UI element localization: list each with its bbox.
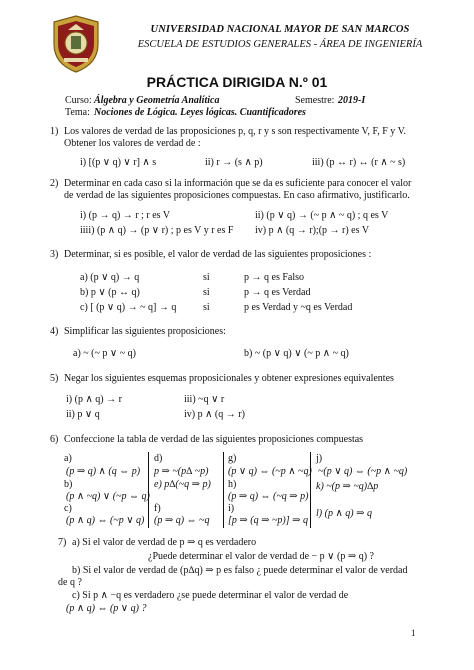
q2-item-iv: iv) p ∧ (q → r);(p → r) es V <box>255 225 370 236</box>
q6-j-formula: ~(p ∨ q) ⇔ (~p ∧ ~q) <box>318 466 408 477</box>
q1-text-line1: Los valores de verdad de las proposiciones p, q, r y s son respectivamente V, F, F y V. <box>64 126 407 137</box>
q3-item-c-si: si <box>203 302 210 313</box>
q6-l-formula: l) (p ∧ q) ⇒ q <box>316 508 372 519</box>
q6-a-formula: (p ⇒ q) ∧ (q ⇔ p) <box>66 466 141 477</box>
q5-item-iii: iii) ~q ∨ r <box>184 394 225 405</box>
q6-text: Confeccione la tabla de verdad de las siguientes proposiciones compuestas <box>64 434 364 445</box>
q7-b-line2: de q ? <box>58 577 82 588</box>
q1-item-iii: iii) (p ↔ r) ↔ (r ∧ ~ s) <box>312 157 406 168</box>
table-divider <box>310 452 311 528</box>
semester-value: 2019-I <box>338 95 366 106</box>
q6-b-formula: (p ∧ ~q) ∨ (~p ⇔ q) <box>66 491 150 502</box>
q1-text-line2: Obtener los valores de verdad de : <box>64 138 201 149</box>
q3-item-c-cond: p es Verdad y ~q es Verdad <box>244 302 353 313</box>
page-number: 1 <box>411 628 416 638</box>
q6-d-formula: p ⇒ ~(p∆ ~p) <box>154 466 209 477</box>
q7-c-line1: c) Si p ∧ −q es verdadero ¿se puede determinar el valor de verdad de <box>72 590 349 601</box>
q6-g-label: g) <box>228 453 237 464</box>
q3-item-c: c) [ (p ∨ q) → ~ q] → q <box>80 302 177 313</box>
q6-c-formula: (p ∧ q) ⇔ (~p ∨ q) <box>66 515 145 526</box>
q6-e-formula: e) p∆(~q ⇒ p) <box>154 479 211 490</box>
q3-number: 3) <box>50 249 59 260</box>
q7-number: 7) <box>58 537 67 548</box>
q6-a-label: a) <box>64 453 72 464</box>
q3-item-b-si: si <box>203 287 210 298</box>
topic-name: Nociones de Lógica. Leyes lógicas. Cuantificadores <box>94 107 306 118</box>
q5-item-iv: iv) p ∧ (q → r) <box>184 409 245 420</box>
q3-item-a-cond: p → q es Falso <box>244 272 304 283</box>
course-name: Álgebra y Geometría Analítica <box>94 95 220 106</box>
q6-g-formula: (p ∨ q) ⇔ (~p ∧ ~q) <box>228 466 312 477</box>
table-divider <box>148 452 149 528</box>
university-seal-logo <box>50 14 102 74</box>
q6-h-formula: (p ⇒ q) ⇔ (~q ⇒ p) <box>228 491 309 502</box>
semester-label: Semestre: <box>295 95 335 106</box>
q3-item-b: b) p ∨ (p ↔ q) <box>80 287 140 298</box>
q3-item-a: a) (p ∨ q) → q <box>80 272 140 283</box>
q6-b-label: b) <box>64 479 73 490</box>
q6-number: 6) <box>50 434 59 445</box>
q4-item-b: b) ~ (p ∨ q) ∨ (~ p ∧ ~ q) <box>244 348 349 359</box>
q7-b-line1: b) Si el valor de verdad de (p∆q) ⇒ p es falso ¿ puede determinar el valor de verdad <box>72 565 408 576</box>
q5-item-ii: ii) p ∨ q <box>66 409 100 420</box>
q2-number: 2) <box>50 178 59 189</box>
q2-item-ii: ii) (p ∨ q) → (~ p ∧ ~ q) ; q es V <box>255 210 389 221</box>
university-name: UNIVERSIDAD NACIONAL MAYOR DE SAN MARCOS <box>150 24 410 35</box>
q2-text-line1: Determinar en cada caso si la información que se da es suficiente para conocer el valor <box>64 178 412 189</box>
q1-item-ii: ii) r → (s ∧ p) <box>205 157 263 168</box>
q6-c-label: c) <box>64 503 72 514</box>
q1-number: 1) <box>50 126 59 137</box>
q2-item-i: i) (p → q) → r ; r es V <box>80 210 171 221</box>
q6-i-label: i) <box>228 503 235 514</box>
q6-f-label: f) <box>154 503 161 514</box>
q3-item-a-si: si <box>203 272 210 283</box>
q5-number: 5) <box>50 373 59 384</box>
q4-text: Simplificar las siguientes proposiciones: <box>64 326 226 337</box>
school-name: ESCUELA DE ESTUDIOS GENERALES - ÁREA DE INGENIERÍA <box>137 39 423 50</box>
q4-item-a: a) ~ (~ p ∨ ~ q) <box>73 348 136 359</box>
q6-i-formula: [p ⇒ (q ⇒ ~p)] ⇒ q <box>228 515 308 526</box>
q4-number: 4) <box>50 326 59 337</box>
q6-j-label: j) <box>316 453 323 464</box>
q3-item-b-cond: p → q es Verdad <box>244 287 311 298</box>
q6-h-label: h) <box>228 479 237 490</box>
page-title: PRÁCTICA DIRIGIDA N.º 01 <box>146 74 328 90</box>
q5-item-i: i) (p ∧ q) → r <box>66 394 122 405</box>
q7-a-line2: ¿Puede determinar el valor de verdad de − p ∨ (p ⇒ q) ? <box>148 551 374 562</box>
q1-item-i: i) [(p ∨ q) ∨ r] ∧ s <box>80 157 157 168</box>
q2-text-line2: de verdad de las siguientes proposiciones compuestas. En caso afirmativo, justificarlo. <box>64 190 410 201</box>
q3-text: Determinar, si es posible, el valor de verdad de las siguientes proposiciones : <box>64 249 372 260</box>
q7-a-line1: a) Si el valor de verdad de p ⇒ q es verdadero <box>72 537 257 548</box>
q6-k-formula: k) ~(p ⇒ ~q)∆p <box>316 481 379 492</box>
q6-d-label: d) <box>154 453 163 464</box>
q6-f-formula: (p ⇒ q) ⇔ ~q <box>154 515 210 526</box>
q5-text: Negar los siguientes esquemas proposicionales y obtener expresiones equivalentes <box>64 373 394 384</box>
topic-label: Tema: <box>65 107 90 118</box>
q7-c-line2: (p ∧ q) ⇔ (p ∨ q) ? <box>66 603 147 614</box>
q2-item-iii: iiii) (p ∧ q) → (p ∨ r) ; p es V y r es F <box>80 225 234 236</box>
course-label: Curso: <box>65 95 92 106</box>
table-divider <box>223 452 224 528</box>
